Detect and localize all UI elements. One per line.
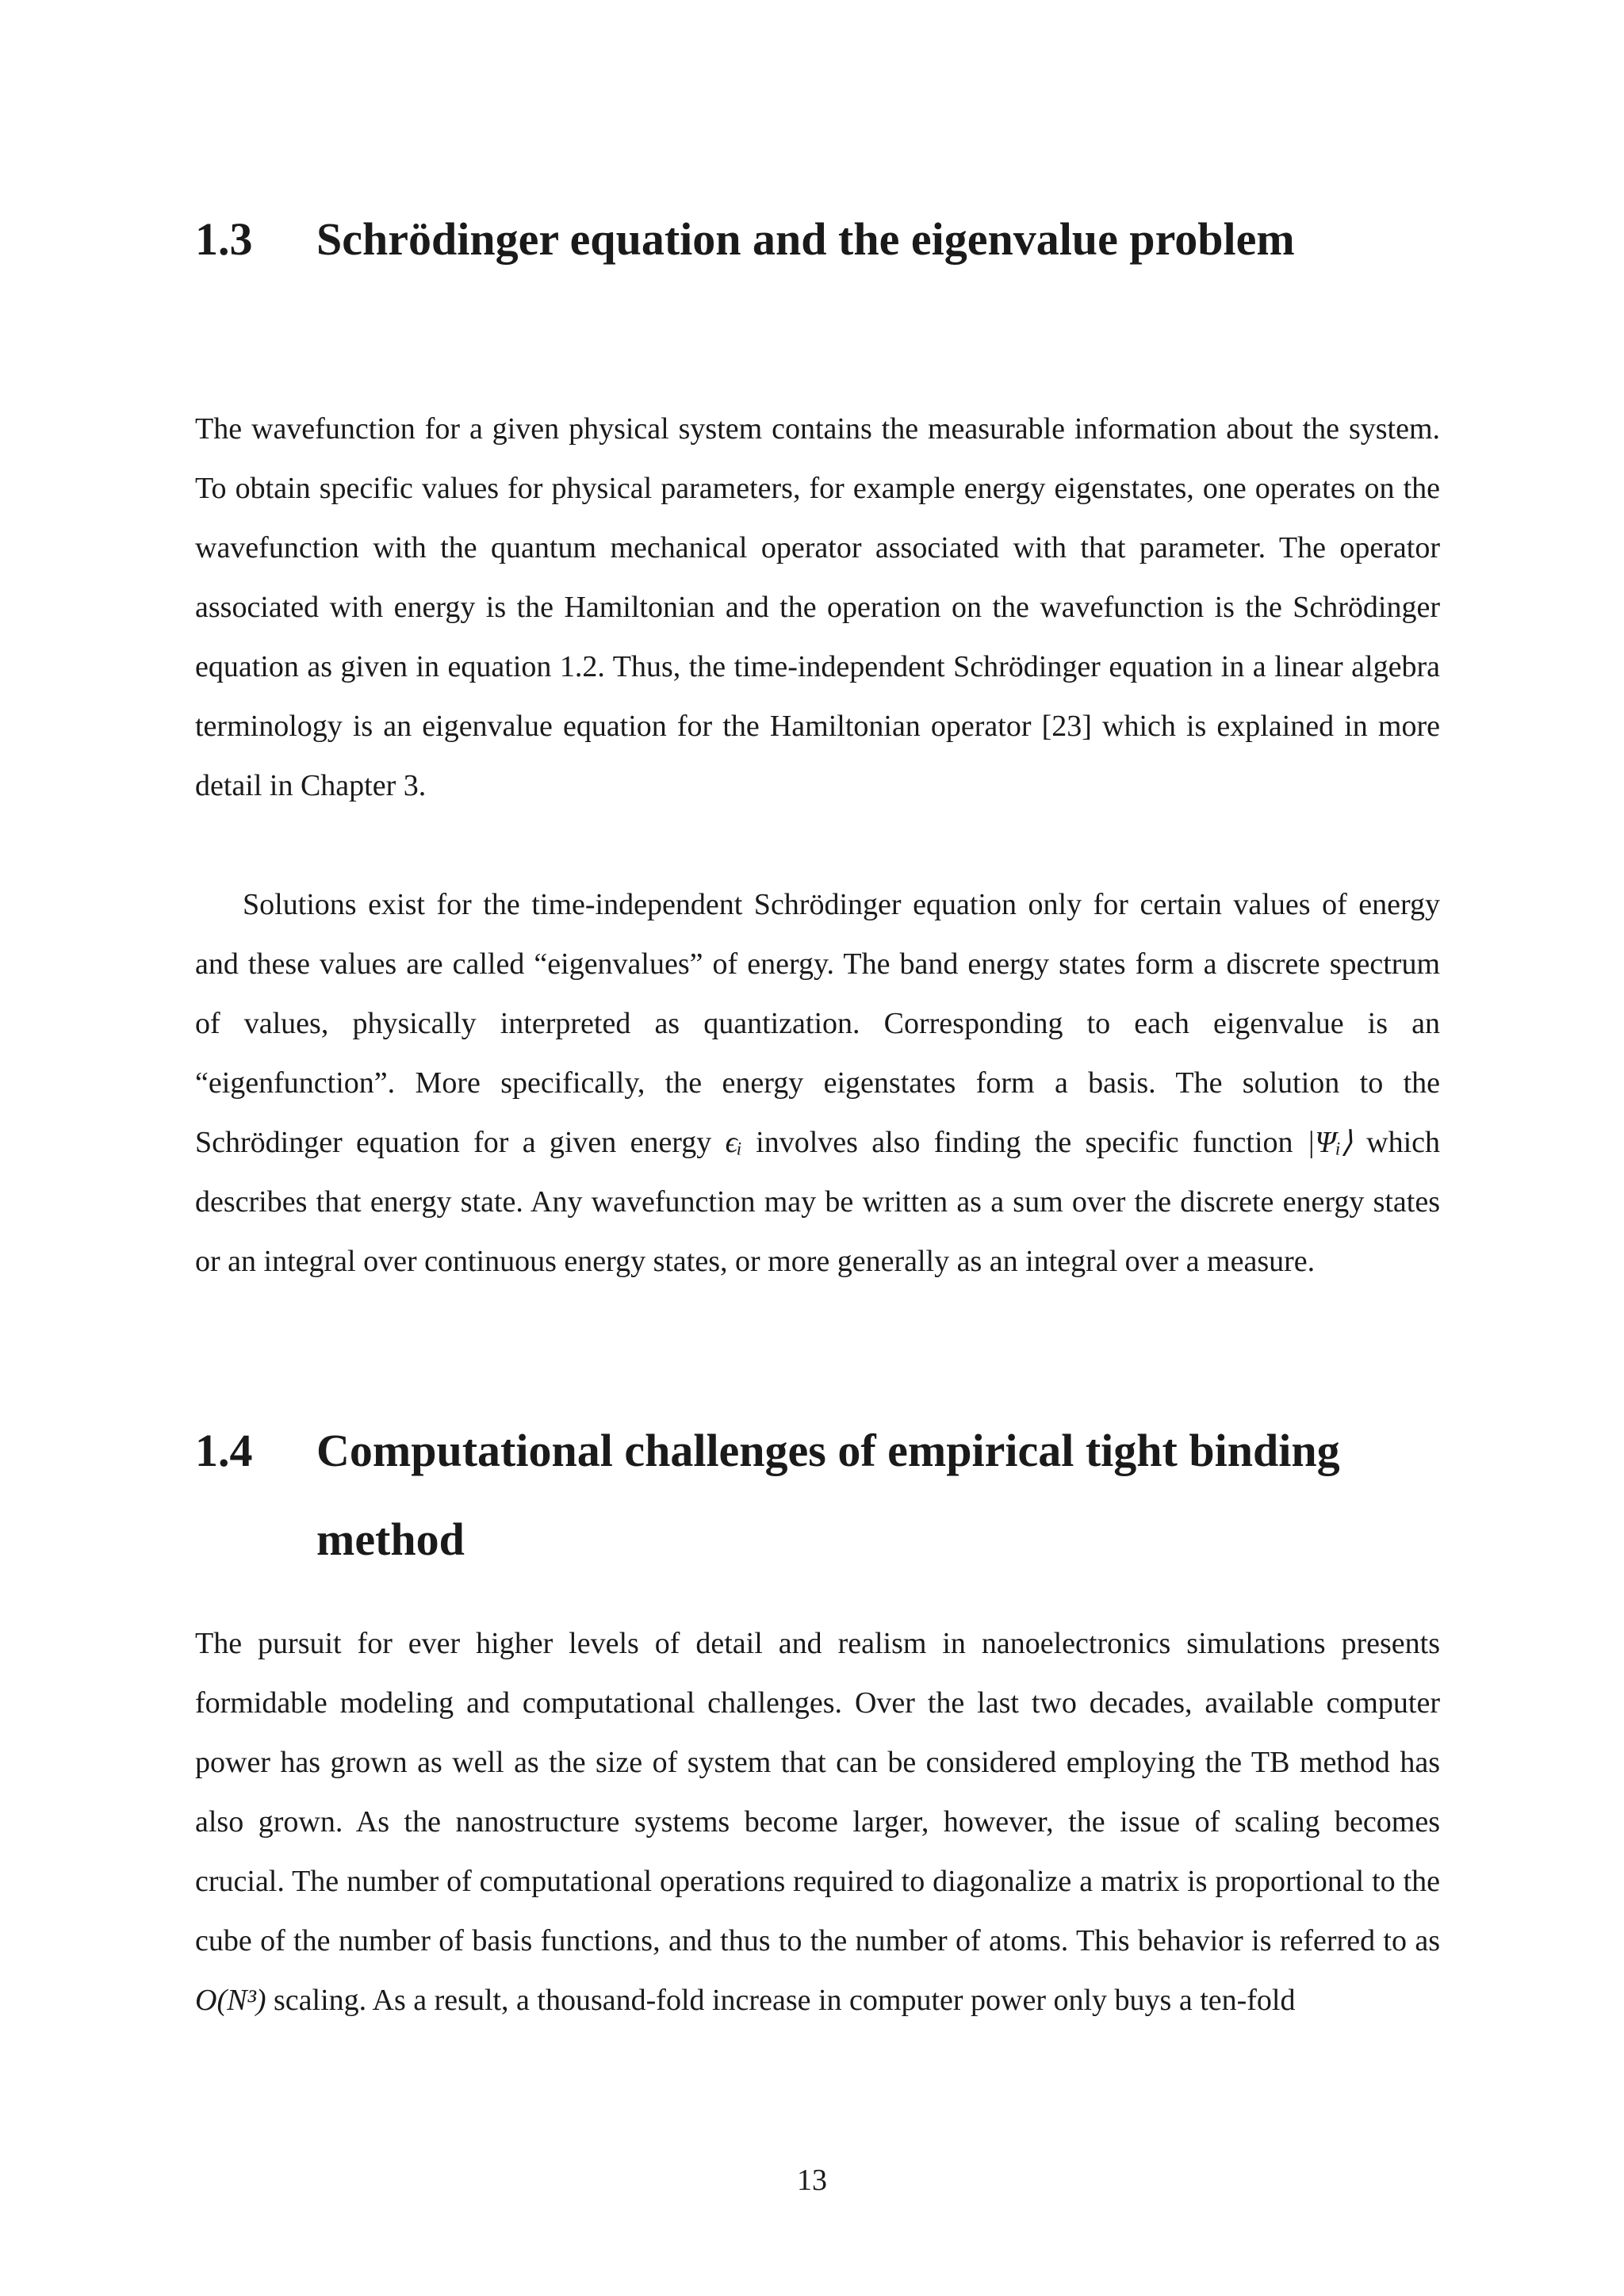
- math-ket-psi-i: |Ψᵢ⟩: [1306, 1126, 1353, 1159]
- paragraph-solutions: [195, 875, 1440, 1292]
- paragraph-solutions-part-3: which describes that energy state. Any wavefunction may be written as a sum over the discrete energy states or an integral over continuous energy states, or more generally as an integral over a measure.: [195, 1126, 1440, 1278]
- paragraph-challenges-part-1: The pursuit for ever higher levels of detail and realism in nanoelectronics simulations presents formidable modeling and computational challenges. Over the last two decades, available computer power has grown as well as the size of system that can be considered employing the TB method has also grown. As the nanostructure systems become larger, however, the issue of scaling becomes crucial. The number of computational operations required to diagonalize a matrix is proportional to the cube of the number of basis functions, and thus to the number of atoms. This behavior is referred to as: [195, 1627, 1440, 1957]
- paragraph-computational-challenges: [195, 1614, 1440, 2030]
- section-title: Schrödinger equation and the eigenvalue problem: [316, 213, 1295, 265]
- paragraph-challenges-part-2: scaling. As a result, a thousand-fold increase in computer power only buys a ten-fold: [274, 1984, 1296, 2017]
- paragraph-solutions-part-1: Solutions exist for the time-independent Schrödinger equation only for certain values of energy and these values are called “eigenvalues” of energy. The band energy states form a discrete spectrum of values, physically interpreted as quantization. Corresponding to each eigenvalue is an “eigenfunction”. More specifically, the energy eigenstates form a basis. The solution to the Schrödinger equation for a given energy: [195, 888, 1440, 1159]
- page-number: 13: [797, 2164, 827, 2197]
- section-heading-1-3: [195, 195, 1440, 284]
- math-energy-epsilon-i: ϵᵢ: [725, 1126, 742, 1159]
- paragraph-solutions-part-2: involves also finding the specific function: [756, 1126, 1293, 1159]
- section-number: 1.3: [195, 213, 253, 265]
- section-number: 1.4: [195, 1425, 253, 1476]
- section-heading-1-4: [195, 1406, 1440, 1584]
- math-order-n-cubed: O(N³): [195, 1984, 266, 2017]
- section-title: Computational challenges of empirical tight binding method: [316, 1425, 1340, 1565]
- paragraph-wavefunction: The wavefunction for a given physical system contains the measurable information about the system. To obtain specific values for physical parameters, for example energy eigenstates, one operates on the wavefunction with the quantum mechanical operator associated with that parameter. The operator associated with energy is the Hamiltonian and the operation on the wavefunction is the Schrödinger equation as given in equation 1.2. Thus, the time-independent Schrödinger equation in a linear algebra terminology is an eigenvalue equation for the Hamiltonian operator [23] which is explained in more detail in Chapter 3.: [195, 412, 1440, 802]
